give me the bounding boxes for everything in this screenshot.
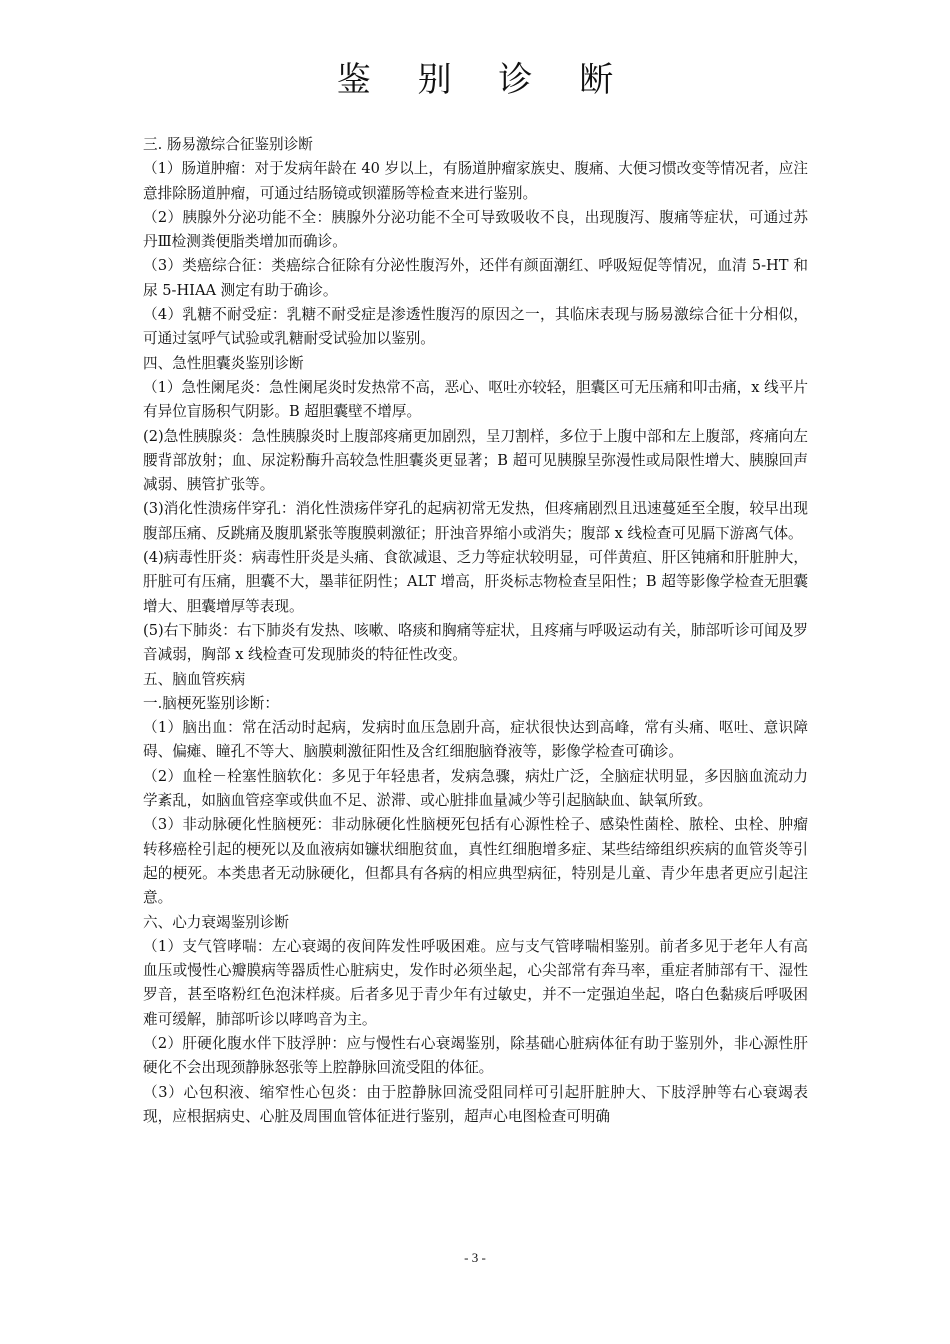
paragraph: （3）类癌综合征：类癌综合征除有分泌性腹泻外，还伴有颜面潮红、呼吸短促等情况，血清 5-HT 和尿 5-HIAA 测定有助于确诊。 [143, 257, 808, 299]
paragraph: (5)右下肺炎：右下肺炎有发热、咳嗽、咯痰和胸痛等症状，且疼痛与呼吸运动有关，肺部听诊可闻及罗音减弱，胸部 x 线检查可发现肺炎的特征性改变。 [143, 621, 808, 664]
section-heading-cerebrovascular: 五、脑血管疾病 [143, 670, 246, 688]
paragraph: （2）血栓－栓塞性脑软化：多见于年轻患者，发病急骤，病灶广泛，全脑症状明显，多因脑血流动力学紊乱，如脑血管痉挛或供血不足、淤滞、或心脏排血量减少等引起脑缺血、缺氧所致。 [143, 767, 808, 810]
paragraph: (2)急性胰腺炎：急性胰腺炎时上腹部疼痛更加剧烈，呈刀割样，多位于上腹中部和左上腹部，疼痛向左腰背部放射；血、尿淀粉酶升高较急性胆囊炎更显著；B 超可见胰腺呈弥漫性或局限性增大、胰腺回声减弱、胰管扩张等。 [143, 427, 808, 494]
subsection-heading-infarction: 一.脑梗死鉴别诊断： [143, 694, 279, 712]
paragraph: （3）心包积液、缩窄性心包炎：由于腔静脉回流受阻同样可引起肝脏肿大、下肢浮肿等右心衰竭表现，应根据病史、心脏及周围血管体征进行鉴别，超声心电图检查可明确 [143, 1083, 808, 1125]
section-heading-cholecystitis: 四、急性胆囊炎鉴别诊断 [143, 354, 304, 372]
section-heading-heart-failure: 六、心力衰竭鉴别诊断 [143, 913, 289, 931]
paragraph: （1）肠道肿瘤：对于发病年龄在 40 岁以上，有肠道肿瘤家族史、腹痛、大便习惯改变等情况者，应注意排除肠道肿瘤，可通过结肠镜或钡灌肠等检查来进行鉴别。 [143, 160, 808, 202]
paragraph: （1）脑出血：常在活动时起病，发病时血压急剧升高，症状很快达到高峰，常有头痛、呕吐、意识障碍、偏瘫、瞳孔不等大、脑膜刺激征阳性及含红细胞脑脊液等，影像学检查可确诊。 [143, 719, 808, 761]
paragraph: （1）支气管哮喘：左心衰竭的夜间阵发性呼吸困难。应与支气管哮喘相鉴别。前者多见于老年人有高血压或慢性心瓣膜病等器质性心脏病史，发作时必须坐起，心尖部常有奔马率，重症者肺部有干、湿性罗音，甚至咯粉红色泡沫样痰。后者多见于青少年有过敏史，并不一定强迫坐起，咯白色黏痰后呼吸困难可缓解，肺部听诊以哮鸣音为主。 [143, 937, 808, 1028]
page-number: - 3 - [464, 1250, 486, 1265]
paragraph: (4)病毒性肝炎：病毒性肝炎是头痛、食欲减退、乏力等症状较明显，可伴黄疸、肝区钝痛和肝脏肿大，肝脏可有压痛，胆囊不大，墨菲征阴性；ALT 增高，肝炎标志物检查呈阳性；B 超等影像学检查无胆囊增大、胆囊增厚等表现。 [143, 549, 808, 615]
paragraph: （2）胰腺外分泌功能不全：胰腺外分泌功能不全可导致吸收不良，出现腹泻、腹痛等症状，可通过苏丹Ⅲ检测粪便脂类增加而确诊。 [143, 208, 808, 251]
paragraph: (3)消化性溃疡伴穿孔：消化性溃疡伴穿孔的起病初常无发热，但疼痛剧烈且迅速蔓延至全腹，较早出现腹部压痛、反跳痛及腹肌紧张等腹膜刺激征；肝浊音界缩小或消失；腹部 x 线检查可见膈下游离气体。 [143, 500, 808, 542]
document-body [143, 133, 808, 1129]
page-title: 鉴 别 诊 断 [336, 60, 632, 100]
section-heading-ibs: 三. 肠易激综合征鉴别诊断 [143, 136, 313, 153]
paragraph: （4）乳糖不耐受症：乳糖不耐受症是渗透性腹泻的原因之一，其临床表现与肠易激综合征十分相似，可通过氢呼气试验或乳糖耐受试验加以鉴别。 [143, 306, 808, 348]
paragraph: （3）非动脉硬化性脑梗死：非动脉硬化性脑梗死包括有心源性栓子、感染性菌栓、脓栓、虫栓、肿瘤转移癌栓引起的梗死以及血液病如镰状细胞贫血，真性红细胞增多症、某些结缔组织疾病的血管炎等引起的梗死。本类患者无动脉硬化，但都具有各病的相应典型病征，特别是儿童、青少年患者更应引起注意。 [143, 816, 808, 907]
paragraph: （1）急性阑尾炎：急性阑尾炎时发热常不高，恶心、呕吐亦较轻，胆囊区可无压痛和叩击痛，x 线平片有异位盲肠积气阴影。B 超胆囊壁不增厚。 [143, 378, 808, 421]
paragraph: （2）肝硬化腹水伴下肢浮肿：应与慢性右心衰竭鉴别，除基础心脏病体征有助于鉴别外，非心源性肝硬化不会出现颈静脉怒张等上腔静脉回流受阻的体征。 [143, 1034, 808, 1077]
